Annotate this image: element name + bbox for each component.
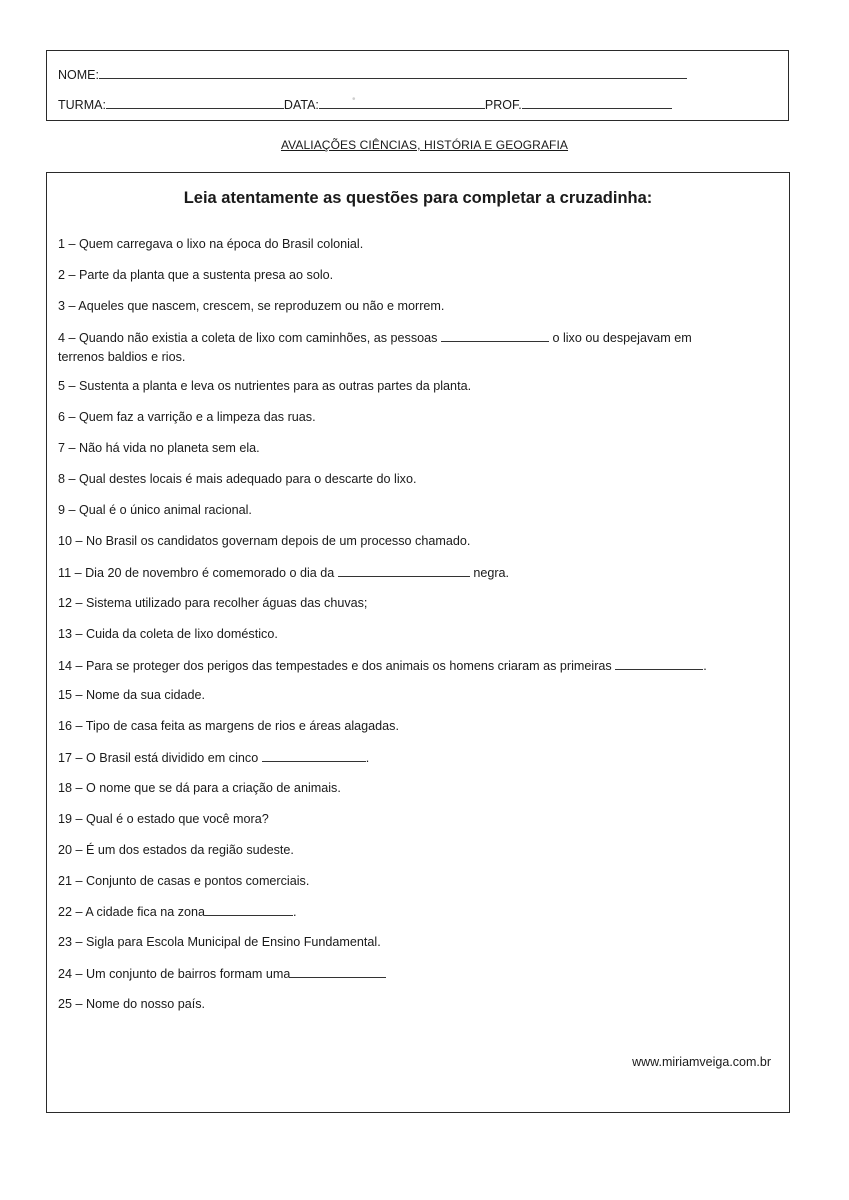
- question-item: 9 – Qual é o único animal racional.: [58, 503, 252, 517]
- scan-speck: •: [352, 94, 356, 105]
- question-item: 12 – Sistema utilizado para recolher águas das chuvas;: [58, 596, 368, 610]
- question-item: 14 – Para se proteger dos perigos das tempestades e dos animais os homens criaram as primeiras .: [58, 656, 778, 676]
- question-item: 4 – Quando não existia a coleta de lixo com caminhões, as pessoas o lixo ou despejavam em terrenos baldios e rios.: [58, 328, 778, 367]
- answer-blank[interactable]: [290, 964, 386, 978]
- question-item: 10 – No Brasil os candidatos governam depois de um processo chamado.: [58, 534, 471, 548]
- date-field[interactable]: [319, 95, 485, 109]
- question-item: 1 – Quem carregava o lixo na época do Brasil colonial.: [58, 237, 364, 251]
- date-label: DATA:: [283, 98, 319, 112]
- question-item: 16 – Tipo de casa feita as margens de rios e áreas alagadas.: [58, 719, 399, 733]
- question-item: 6 – Quem faz a varrição e a limpeza das ruas.: [58, 410, 316, 424]
- name-field[interactable]: [99, 65, 687, 79]
- student-info-box: [46, 50, 789, 121]
- class-field[interactable]: [106, 95, 284, 109]
- question-item: 7 – Não há vida no planeta sem ela.: [58, 441, 260, 455]
- question-item: 21 – Conjunto de casas e pontos comerciais.: [58, 874, 310, 888]
- name-line: [58, 65, 687, 83]
- question-item: 20 – É um dos estados da região sudeste.: [58, 843, 294, 857]
- question-item: 5 – Sustenta a planta e leva os nutrientes para as outras partes da planta.: [58, 379, 472, 393]
- answer-blank[interactable]: [205, 902, 293, 916]
- question-item: 3 – Aqueles que nascem, crescem, se reproduzem ou não e morrem.: [58, 299, 445, 313]
- class-date-teacher-line: [58, 95, 672, 113]
- question-item: 24 – Um conjunto de bairros formam uma: [58, 964, 778, 984]
- answer-blank[interactable]: [262, 748, 366, 762]
- question-item: 13 – Cuida da coleta de lixo doméstico.: [58, 627, 278, 641]
- question-item: 15 – Nome da sua cidade.: [58, 688, 206, 702]
- answer-blank[interactable]: [441, 328, 549, 342]
- question-item: 19 – Qual é o estado que você mora?: [58, 812, 269, 826]
- teacher-field[interactable]: [522, 95, 672, 109]
- questions-box: [46, 172, 790, 1113]
- question-item: 18 – O nome que se dá para a criação de animais.: [58, 781, 341, 795]
- answer-blank[interactable]: [615, 656, 703, 670]
- section-title: AVALIAÇÕES CIÊNCIAS, HISTÓRIA E GEOGRAFIA: [280, 138, 569, 152]
- main-title: Leia atentamente as questões para completar a cruzadinha:: [183, 189, 653, 207]
- footer-url: www.miriamveiga.com.br: [632, 1055, 771, 1069]
- question-item: 25 – Nome do nosso país.: [58, 997, 206, 1011]
- question-item: 17 – O Brasil está dividido em cinco .: [58, 748, 778, 768]
- question-item: 8 – Qual destes locais é mais adequado para o descarte do lixo.: [58, 472, 417, 486]
- answer-blank[interactable]: [338, 563, 470, 577]
- question-item: 23 – Sigla para Escola Municipal de Ensino Fundamental.: [58, 935, 381, 949]
- question-item: 11 – Dia 20 de novembro é comemorado o dia da negra.: [58, 563, 778, 583]
- name-label: NOME:: [58, 68, 99, 82]
- teacher-label: PROF.: [484, 98, 522, 112]
- question-item: 2 – Parte da planta que a sustenta presa ao solo.: [58, 268, 334, 282]
- question-item: 22 – A cidade fica na zona .: [58, 902, 778, 922]
- class-label: TURMA:: [58, 98, 106, 112]
